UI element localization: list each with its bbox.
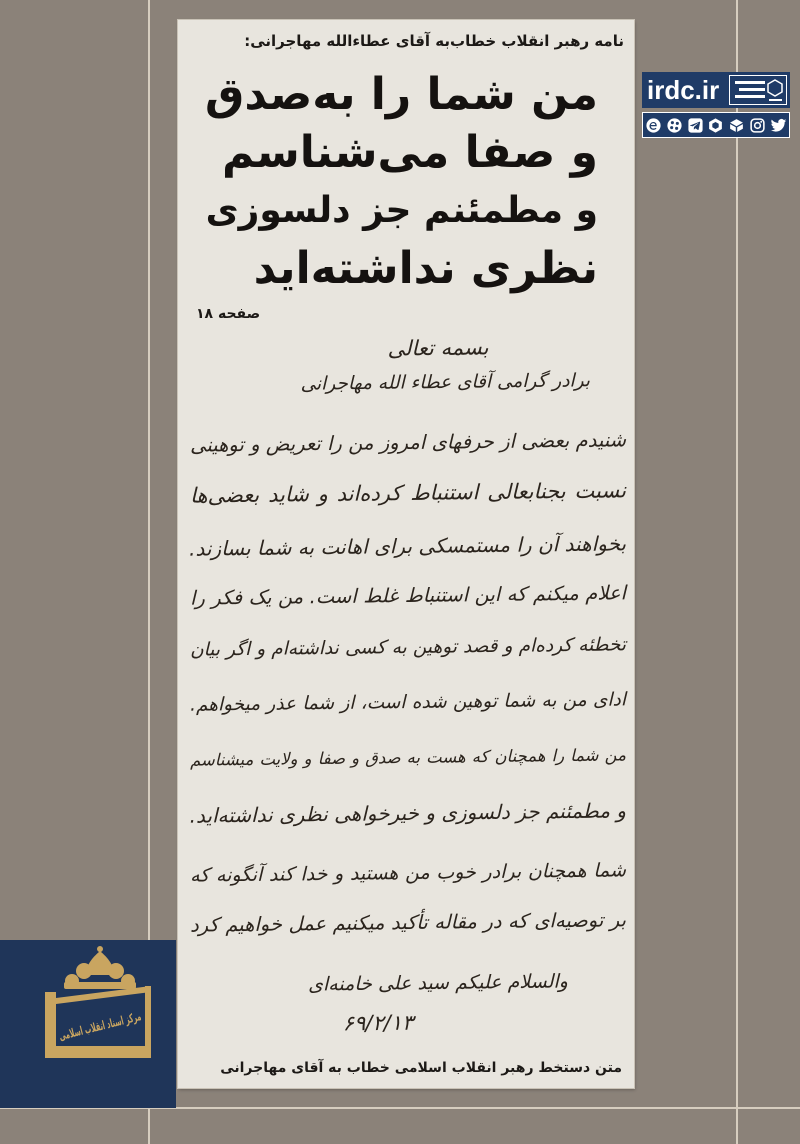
telegram-icon — [687, 117, 704, 134]
letter-line: تخطئه کرده‌ام و قصد توهین به کسی نداشته‌ام و اگر بیان — [189, 634, 627, 661]
headline-line-1: من شما را به‌صدق — [205, 69, 598, 120]
letter-line: اعلام میکنم که این استنباط غلط است. من یک فکر را — [189, 581, 627, 610]
page-reference: صفحه ۱۸ — [196, 306, 261, 322]
headline-line-4: نظری نداشته‌اید — [253, 243, 598, 294]
irdc-emblem-icon — [729, 75, 787, 105]
letter-line: نسبت بجنابعالی استنباط کرده‌اند و شاید بعضی‌ها — [189, 478, 627, 508]
letter-opening: بسمه تعالی — [387, 335, 489, 361]
letter-line: من شما را همچنان که هست به صدق و صفا و ولایت میشناسم — [189, 745, 627, 770]
twitter-icon — [770, 117, 787, 134]
headline-line-2: و صفا می‌شناسم — [222, 127, 598, 178]
headline-line-3: و مطمئنم جز دلسوزی — [205, 190, 598, 231]
letter-signature: والسلام علیکم سید علی خامنه‌ای — [307, 970, 569, 996]
social-icons-row — [642, 112, 790, 138]
letter-line: بر توصیه‌ای که در مقاله تأکید میکنیم عمل خواهیم کرد — [189, 908, 627, 937]
letter-addressee: برادر گرامی آقای عطاء الله مهاجرانی — [300, 370, 591, 395]
soroush-icon — [728, 117, 745, 134]
aparat-icon — [666, 117, 683, 134]
eitaa-icon — [645, 117, 662, 134]
letter-date: ۶۹/۲/۱۳ — [342, 1010, 414, 1036]
frame-line-right — [736, 0, 738, 1144]
letter-line: و مطمئنم جز دلسوزی و خیرخواهی نظری نداشته‌اید. — [189, 798, 627, 828]
brand-header — [642, 72, 790, 108]
letter-line: بخواهند آن را مستمسکی برای اهانت به شما بسازند. — [188, 531, 627, 561]
letter-line: شما همچنان برادر خوب من هستید و خدا کند آنگونه که — [189, 859, 627, 887]
instagram-icon — [749, 117, 766, 134]
logo-text: مرکز اسناد انقلاب اسلامی — [57, 991, 213, 1044]
newspaper-clipping — [178, 20, 634, 1088]
irdc-watermark — [642, 72, 790, 138]
clipping-caption: متن دستخط رهبر انقلاب اسلامی خطاب به آقای مهاجرانی — [220, 1060, 622, 1076]
site-domain: irdc.ir — [647, 75, 720, 105]
rubika-icon — [707, 117, 724, 134]
kicker-line: نامه رهبر انقلاب خطاب‌به آقای عطاءالله مهاجرانی: — [244, 32, 624, 50]
irdc-emblem-panel — [0, 940, 213, 1108]
letter-line: ادای من به شما توهین شده است، از شما عذر میخواهم. — [189, 689, 627, 716]
letter-line: شنیدم بعضی از حرفهای امروز من را تعریض و توهینی — [189, 428, 627, 457]
